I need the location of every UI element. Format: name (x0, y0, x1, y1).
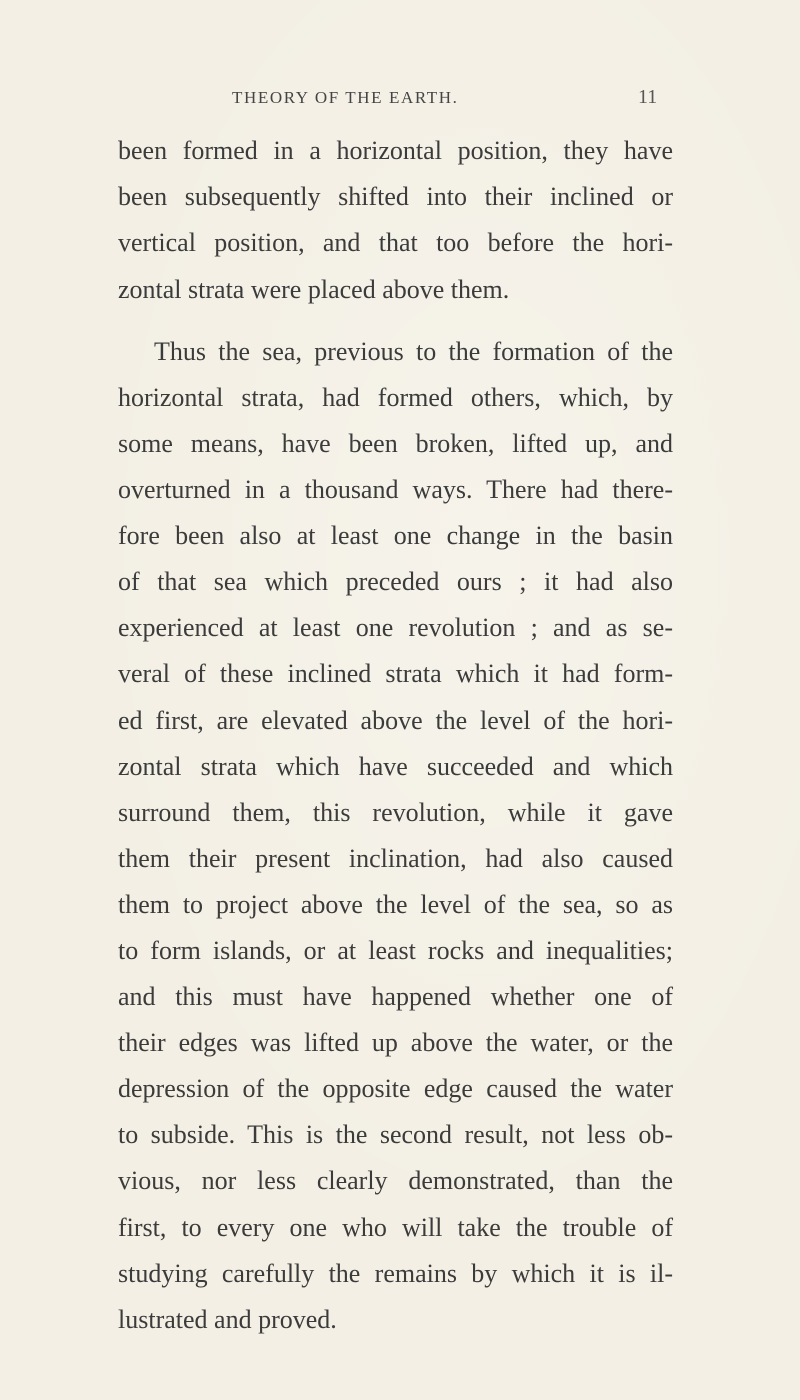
text-line: experienced at least one revolution ; and as se- (118, 613, 673, 643)
text-line: zontal strata which have succeeded and which (118, 751, 673, 781)
text-line: their edges was lifted up above the water, or the (118, 1028, 673, 1058)
text-line: fore been also at least one change in the basin (118, 521, 673, 551)
body-text (118, 128, 673, 1343)
text-line: surround them, this revolution, while it gave (118, 797, 673, 827)
page-number: 11 (638, 86, 658, 108)
text-line: to subside. This is the second result, not less ob- (118, 1120, 673, 1150)
text-line: veral of these inclined strata which it had form- (118, 659, 673, 689)
text-line: been subsequently shifted into their inclined or (118, 182, 673, 212)
text-line: horizontal strata, had formed others, which, by (118, 382, 673, 412)
paragraph-2 (118, 329, 673, 1343)
text-line: lustrated and proved. (118, 1304, 337, 1334)
text-line: ed first, are elevated above the level of the hori- (118, 705, 673, 735)
text-line: vertical position, and that too before the hori- (118, 228, 673, 258)
text-line: been formed in a horizontal position, they have (118, 136, 673, 165)
running-title: THEORY OF THE EARTH. (232, 88, 459, 107)
paragraph-gap (118, 313, 673, 329)
text-line: zontal strata were placed above them. (118, 274, 510, 304)
text-line: and this must have happened whether one of (118, 982, 673, 1012)
text-line: them their present inclination, had also caused (118, 843, 673, 873)
text-line: Thus the sea, previous to the formation of the (154, 336, 673, 366)
text-line: of that sea which preceded ours ; it had also (118, 567, 673, 597)
text-line: depression of the opposite edge caused the water (118, 1074, 673, 1104)
text-line: vious, nor less clearly demonstrated, than the (118, 1166, 673, 1196)
text-line: to form islands, or at least rocks and inequalities; (118, 935, 673, 965)
text-line: overturned in a thousand ways. There had there- (118, 475, 673, 505)
text-line: some means, have been broken, lifted up, and (118, 428, 673, 458)
paragraph-1 (118, 128, 673, 313)
text-line: them to project above the level of the sea, so as (118, 889, 673, 919)
text-line: first, to every one who will take the trouble of (118, 1212, 673, 1242)
running-head (0, 88, 800, 118)
text-line: studying carefully the remains by which it is il- (118, 1258, 673, 1288)
